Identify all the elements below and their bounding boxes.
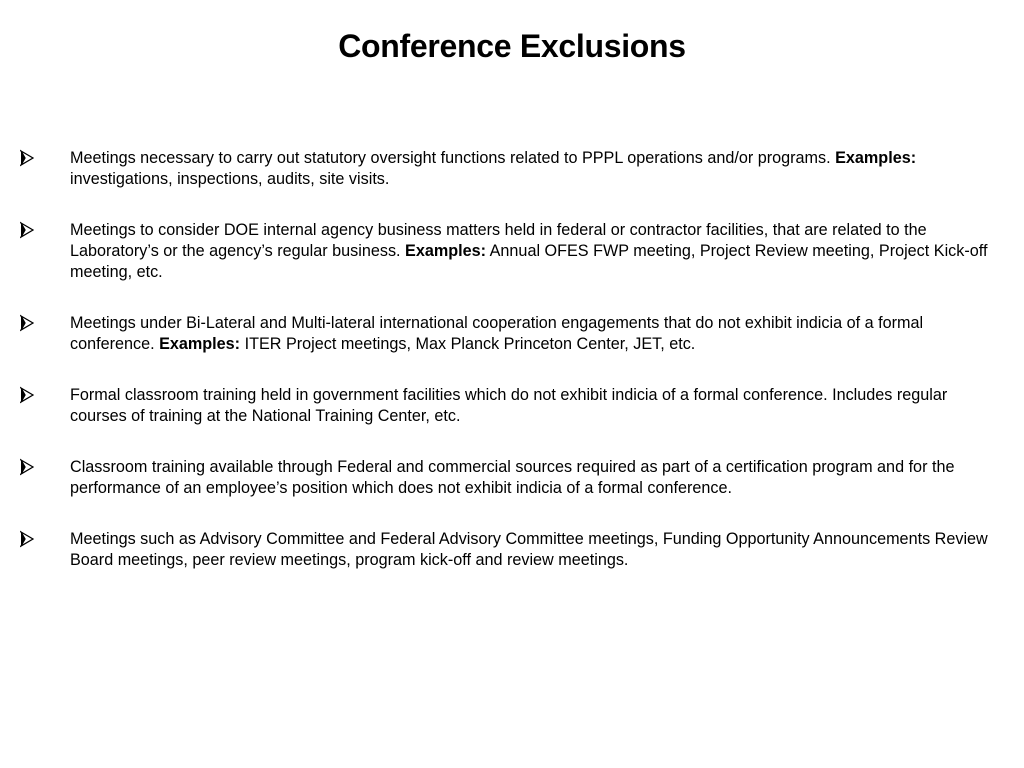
arrowhead-bullet-icon — [20, 458, 34, 476]
bullet-item-4 — [18, 385, 1008, 427]
bullet-text: Classroom training available through Federal and commercial sources required as part of a certification program and for the performance of an employee’s position which does not exhibit indicia of a formal conference. — [70, 458, 955, 497]
arrowhead-bullet-icon — [20, 530, 34, 548]
bullet-text: Meetings under Bi-Lateral and Multi-lateral international cooperation engagements that do not exhibit indicia of a formal conference. — [70, 314, 924, 353]
bullet-examples-text: ITER Project meetings, Max Planck Princeton Center, JET, etc. — [240, 335, 696, 353]
examples-label: Examples: — [159, 335, 241, 353]
bullet-item-1 — [18, 148, 1008, 190]
arrowhead-bullet-icon — [20, 386, 34, 404]
arrowhead-bullet-icon — [20, 314, 34, 332]
bullet-text: Meetings to consider DOE internal agency business matters held in federal or contractor facilities, that are related to the Laboratory’s or the agency’s regular business. — [70, 221, 927, 260]
bullet-item-2 — [18, 220, 1008, 283]
bullet-text: Formal classroom training held in government facilities which do not exhibit indicia of a formal conference. Includes regular courses of training at the National Training Center, etc. — [70, 386, 948, 425]
slide-title-text: Conference Exclusions — [338, 28, 686, 64]
arrowhead-bullet-icon — [20, 221, 34, 239]
bullet-text: Meetings necessary to carry out statutory oversight functions related to PPPL operations and/or programs. — [70, 149, 836, 167]
bullet-examples-text: Annual OFES FWP meeting, Project Review meeting, Project Kick-off meeting, etc. — [70, 242, 988, 281]
examples-label: Examples: — [405, 242, 487, 260]
bullet-item-5 — [18, 457, 1008, 499]
bullet-item-6 — [18, 529, 1008, 571]
bullet-text: Meetings such as Advisory Committee and Federal Advisory Committee meetings, Funding Opportunity Announcements Review Board meetings, peer review meetings, program kick-off and review meetings. — [70, 530, 988, 569]
bullet-list — [18, 148, 1008, 601]
slide-title — [0, 28, 1024, 65]
bullet-examples-text: investigations, inspections, audits, site visits. — [70, 170, 390, 188]
bullet-item-3 — [18, 313, 1008, 355]
arrowhead-bullet-icon — [20, 149, 34, 167]
examples-label: Examples: — [835, 149, 917, 167]
